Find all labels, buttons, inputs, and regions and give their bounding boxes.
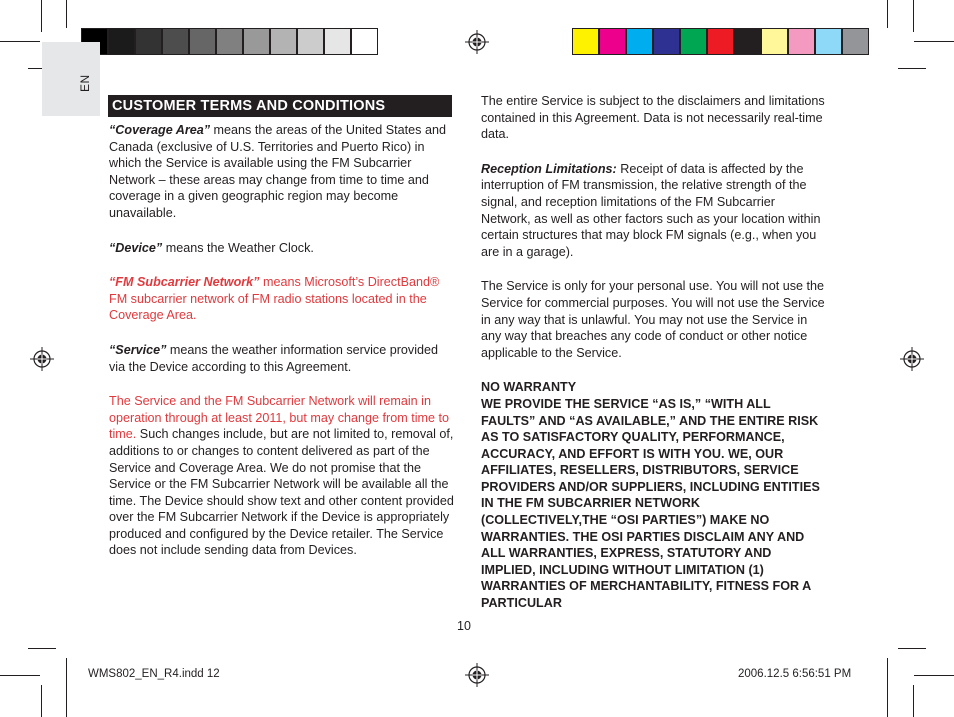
page-number: 10: [457, 619, 471, 633]
definition-fm-subcarrier-network: [109, 274, 454, 324]
process-color-bar: [572, 28, 869, 55]
definition-device: [109, 240, 454, 257]
color-swatch: [108, 28, 135, 55]
left-column: [109, 122, 454, 559]
color-swatch: [707, 28, 734, 55]
color-swatch: [270, 28, 297, 55]
color-swatch: [734, 28, 761, 55]
grayscale-color-bar: [81, 28, 378, 55]
crop-mark: [887, 0, 888, 28]
registration-mark-icon: [465, 30, 489, 54]
crop-mark: [914, 41, 954, 42]
color-swatch: [243, 28, 270, 55]
personal-use-paragraph: The Service is only for your personal use. You will not use the Service for commercial purposes. You will not use the Service in any way that is unlawful. You may not use the Service in any way that breaches any code of conduct or other notice applicable to the Service.: [481, 279, 825, 360]
disclaimer-paragraph: The entire Service is subject to the disclaimers and limitations contained in this Agreement. Data is not necessarily real-time data.: [481, 94, 825, 142]
right-column: [481, 93, 826, 612]
crop-mark: [913, 685, 914, 717]
registration-mark-icon: [465, 663, 489, 687]
crop-mark: [66, 0, 67, 28]
definition-service: [109, 342, 454, 375]
color-swatch: [297, 28, 324, 55]
color-swatch: [653, 28, 680, 55]
term-fm-subcarrier-network: “FM Subcarrier Network”: [109, 275, 260, 290]
crop-mark: [28, 648, 56, 649]
no-warranty-title: NO WARRANTY: [481, 380, 577, 395]
color-swatch: [572, 28, 599, 55]
definition-text: means Microsoft’s DirectBand® FM subcarrier network of FM radio stations located in the Coverage Area.: [109, 275, 440, 323]
crop-mark: [41, 685, 42, 717]
color-swatch: [189, 28, 216, 55]
color-swatch: [324, 28, 351, 55]
color-swatch: [351, 28, 378, 55]
crop-mark: [898, 648, 926, 649]
definition-text: means the Weather Clock.: [162, 240, 314, 255]
color-swatch: [599, 28, 626, 55]
term-reception-limitations: Reception Limitations:: [481, 161, 617, 176]
color-swatch: [842, 28, 869, 55]
registration-mark-icon: [900, 347, 924, 371]
color-swatch: [761, 28, 788, 55]
language-tab-label: EN: [78, 74, 92, 92]
crop-mark: [913, 0, 914, 32]
registration-mark-icon: [30, 347, 54, 371]
crop-mark: [66, 658, 67, 717]
term-device: “Device”: [109, 240, 163, 255]
term-service: “Service”: [109, 342, 167, 357]
definition-text: means the areas of the United States and Canada (exclusive of U.S. Territories and Puerto Rico) in which the Service is available using the FM Subcarrier Network – these areas may change from time to time and coverage in a given geographic region may become unavailable.: [109, 123, 446, 220]
crop-mark: [0, 41, 40, 42]
crop-mark: [0, 675, 40, 676]
service-availability-paragraph: [109, 393, 454, 559]
paragraph-text: Such changes include, but are not limited to, removal of, additions to or changes to content delivered as part of the Service and Coverage Area. We do not promise that the Service or the FM Subcarrier Network will be available all the time. The Device should show text and other content provided over the FM Subcarrier Network if the Device is appropriately produced and configured by the Device retailer. The Service does not include sending data from Devices.: [109, 427, 454, 558]
crop-mark: [887, 658, 888, 717]
paragraph-text: Receipt of data is affected by the interruption of FM transmission, the relative strength of the signal, and reception limitations of the FM Subcarrier Network, as well as other factors such as your location within certain structures that may block FM signals (e.g., when you are in a garage).: [481, 161, 821, 259]
definition-coverage-area: [109, 122, 454, 222]
color-swatch: [216, 28, 243, 55]
term-coverage-area: “Coverage Area”: [109, 123, 211, 137]
color-swatch: [788, 28, 815, 55]
crop-mark: [898, 68, 926, 69]
crop-mark: [41, 0, 42, 32]
color-swatch: [162, 28, 189, 55]
footer-timestamp: 2006.12.5 6:56:51 PM: [738, 668, 852, 680]
color-swatch: [135, 28, 162, 55]
color-swatch: [680, 28, 707, 55]
reception-limitations-paragraph: [481, 161, 826, 261]
color-swatch: [626, 28, 653, 55]
crop-mark: [914, 675, 954, 676]
footer-filename: WMS802_EN_R4.indd 12: [88, 668, 220, 680]
color-swatch: [815, 28, 842, 55]
definition-text: means the weather information service provided via the Device according to this Agreement.: [109, 342, 439, 374]
section-heading: CUSTOMER TERMS AND CONDITIONS: [108, 95, 452, 117]
no-warranty-text: WE PROVIDE THE SERVICE “AS IS,” “WITH ALL FAULTS” AND “AS AVAILABLE,” AND THE ENTIRE RISK AS TO SATISFACTORY QUALITY, PERFORMANCE, ACCURACY, AND EFFORT IS WITH YOU. WE, OUR AFFILIATES, RESELLERS, DISTRIBUTORS, SERVICE PROVIDERS AND/OR SUPPLIERS, INCLUDING ENTITIES IN THE FM SUBCARRIER NETWORK (COLLECTIVELY,THE “OSI PARTIES”) MAKE NO WARRANTIES. THE OSI PARTIES DISCLAIM ANY AND ALL WARRANTIES, EXPRESS, STATUTORY AND IMPLIED, INCLUDING WITHOUT LIMITATION (1) WARRANTIES OF MERCHANTABILITY, FITNESS FOR A PARTICULAR: [481, 396, 820, 611]
highlighted-text: The Service and the FM Subcarrier Network will remain in operation through at least 2011, but may change from time to time.: [109, 394, 450, 442]
